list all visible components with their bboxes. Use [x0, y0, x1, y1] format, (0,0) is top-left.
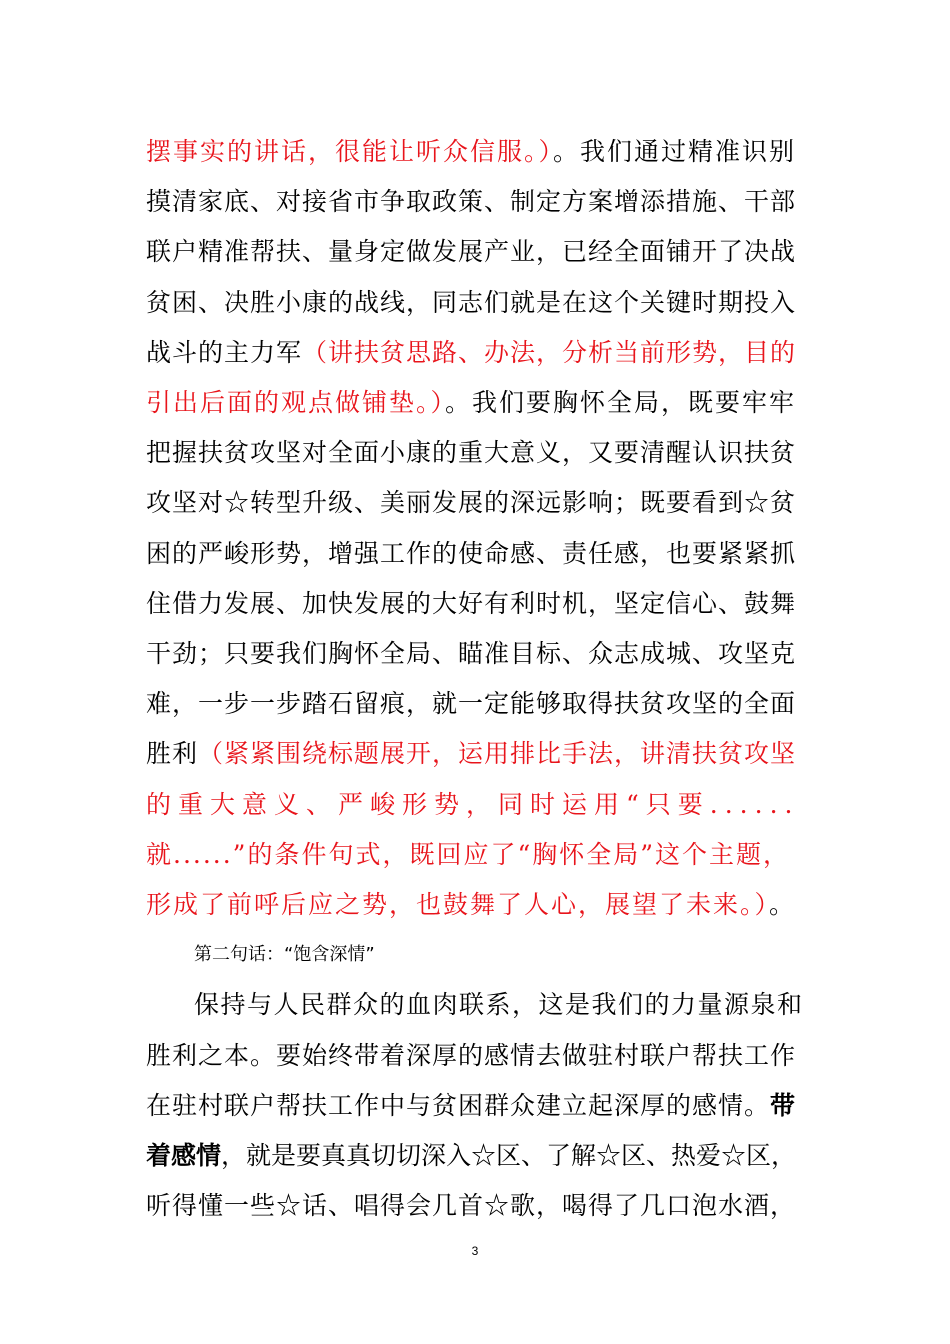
text-segment: 在驻村联户帮扶工作中与贫困群众建立起深厚的感情。 [146, 1091, 771, 1120]
text-segment: 贫困、决胜小康的战线，同志们就是在这个关键时期投入 [146, 288, 797, 317]
text-line [146, 737, 808, 771]
text-line [146, 788, 808, 822]
text-segment: 胜利之本。要始终带着深厚的感情去做驻村联户帮扶工作 [146, 1041, 797, 1070]
text-segment: 就......”的条件句式，既回应了“胸怀全局”这个主题， [146, 840, 791, 869]
text-line [194, 988, 808, 1022]
text-line [146, 888, 808, 922]
text-segment: 摸清家底、对接省市争取政策、制定方案增添措施、干部 [146, 187, 797, 216]
text-line [146, 185, 808, 219]
text-line [146, 135, 808, 169]
text-segment: ，就是要真真切切深入☆区、了解☆区、热爱☆区， [221, 1141, 797, 1170]
text-line [146, 587, 808, 621]
text-segment: 住借力发展、加快发展的大好有利时机，坚定信心、鼓舞 [146, 589, 797, 618]
text-segment: 的重大意义、严峻形势，同时运用“只要...... [146, 790, 800, 819]
text-line [146, 687, 808, 721]
text-line [146, 537, 808, 571]
text-segment: 形成了前呼后应之势，也鼓舞了人心，展望了未来。） [146, 890, 770, 919]
text-segment: 着感情 [146, 1141, 222, 1170]
text-line [194, 938, 856, 972]
text-line [146, 1139, 808, 1173]
text-line [146, 235, 808, 269]
text-segment: 攻坚对☆转型升级、美丽发展的深远影响；既要看到☆贫 [146, 488, 797, 517]
text-segment: 摆事实的讲话，很能让听众信服。） [146, 137, 554, 166]
text-segment: 。我们要胸怀全局，既要牢牢 [445, 388, 797, 417]
text-segment: 带 [770, 1091, 797, 1120]
text-line [146, 286, 808, 320]
text-segment: 。我们通过精准识别 [553, 137, 797, 166]
text-segment: 引出后面的观点做铺垫。） [146, 388, 446, 417]
text-line [146, 436, 808, 470]
text-line [146, 1039, 808, 1073]
text-line [146, 637, 808, 671]
text-segment: 。 [769, 890, 797, 919]
text-segment: 干劲；只要我们胸怀全局、瞄准目标、众志成城、攻坚克 [146, 639, 797, 668]
text-segment: 把握扶贫攻坚对全面小康的重大意义，又要清醒认识扶贫 [146, 438, 797, 467]
text-segment: 联户精准帮扶、量身定做发展产业，已经全面铺开了决战 [146, 237, 797, 266]
text-segment: 困的严峻形势，增强工作的使命感、责任感，也要紧紧抓 [146, 539, 797, 568]
page-number: 3 [471, 1244, 479, 1258]
text-segment: 保持与人民群众的血肉联系，这是我们的力量源泉和 [194, 990, 804, 1019]
text-segment: （讲扶贫思路、办法，分析当前形势，目的 [302, 338, 797, 367]
text-segment: 第二句话：“饱含深情” [194, 944, 375, 965]
text-line [146, 336, 808, 370]
text-line [146, 486, 808, 520]
text-line [146, 1189, 808, 1223]
text-line [146, 386, 808, 420]
text-segment: （紧紧围绕标题展开，运用排比手法，讲清扶贫攻坚 [198, 739, 797, 768]
text-line [146, 838, 808, 872]
text-line [146, 1089, 808, 1123]
text-segment: 战斗的主力军 [146, 338, 303, 367]
text-segment: 听得懂一些☆话、唱得会几首☆歌，喝得了几口泡水酒， [146, 1191, 797, 1220]
text-segment: 难，一步一步踏石留痕，就一定能够取得扶贫攻坚的全面 [146, 689, 797, 718]
text-segment: 胜利 [146, 739, 199, 768]
